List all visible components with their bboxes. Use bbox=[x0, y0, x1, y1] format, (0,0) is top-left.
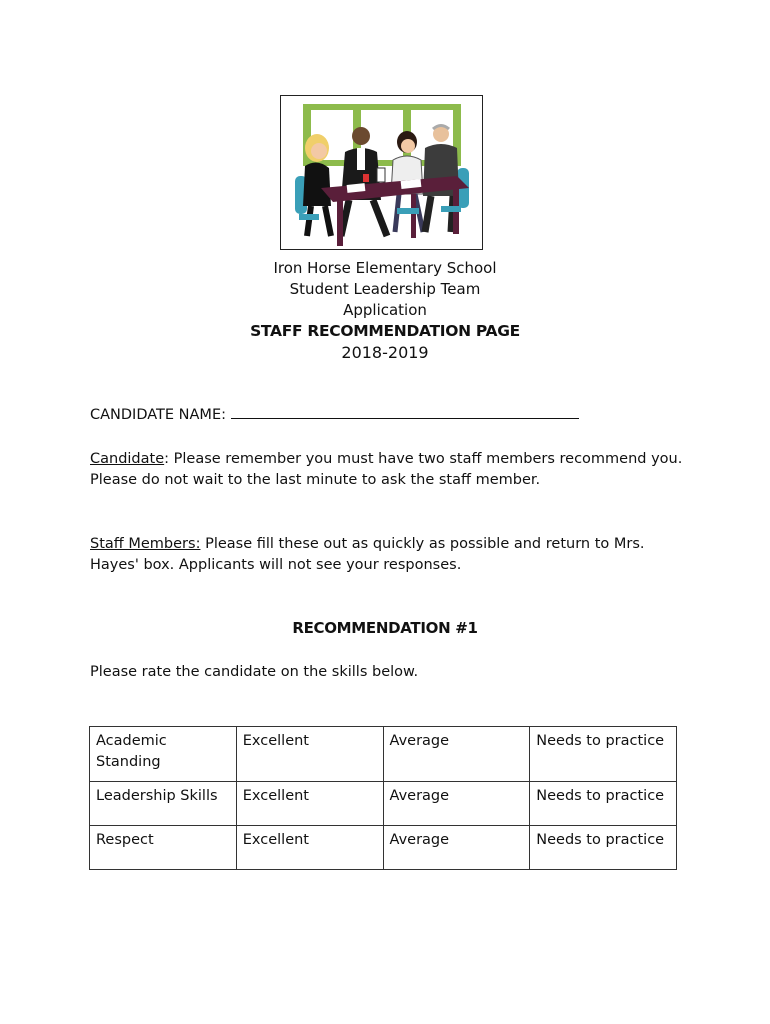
option-average[interactable]: Average bbox=[383, 727, 530, 782]
option-needs-practice[interactable]: Needs to practice bbox=[530, 782, 677, 826]
rating-instruction: Please rate the candidate on the skills below. bbox=[90, 664, 419, 680]
option-excellent[interactable]: Excellent bbox=[236, 782, 383, 826]
page-title: STAFF RECOMMENDATION PAGE bbox=[250, 322, 520, 340]
candidate-name-label: CANDIDATE NAME: bbox=[90, 407, 226, 423]
candidate-name-field[interactable] bbox=[231, 405, 579, 419]
rating-table bbox=[89, 726, 677, 870]
option-excellent[interactable]: Excellent bbox=[236, 826, 383, 870]
skill-cell: Academic Standing bbox=[90, 727, 237, 782]
meeting-people-icon bbox=[281, 96, 483, 250]
option-needs-practice[interactable]: Needs to practice bbox=[530, 826, 677, 870]
table-row bbox=[90, 782, 677, 826]
staff-note-text: Please fill these out as quickly as possible and return to Mrs. Hayes' box. Applicants will not see your responses. bbox=[90, 536, 645, 573]
table-row bbox=[90, 727, 677, 782]
application-label: Application bbox=[343, 301, 427, 319]
option-average[interactable]: Average bbox=[383, 826, 530, 870]
team-name: Student Leadership Team bbox=[289, 280, 481, 298]
recommendation-heading: RECOMMENDATION #1 bbox=[292, 619, 478, 637]
option-average[interactable]: Average bbox=[383, 782, 530, 826]
candidate-note bbox=[90, 449, 690, 491]
candidate-name-row bbox=[90, 405, 690, 426]
skill-cell: Leadership Skills bbox=[90, 782, 237, 826]
staff-note bbox=[90, 534, 690, 576]
school-year: 2018-2019 bbox=[341, 343, 429, 362]
candidate-note-label: Candidate bbox=[90, 451, 165, 467]
header bbox=[0, 258, 770, 363]
option-needs-practice[interactable]: Needs to practice bbox=[530, 727, 677, 782]
option-excellent[interactable]: Excellent bbox=[236, 727, 383, 782]
meeting-clipart bbox=[280, 95, 483, 250]
school-name: Iron Horse Elementary School bbox=[273, 259, 497, 277]
staff-note-label: Staff Members: bbox=[90, 536, 201, 552]
table-row bbox=[90, 826, 677, 870]
candidate-note-text: : Please remember you must have two staff members recommend you. Please do not wait to the last minute to ask the staff member. bbox=[90, 451, 683, 488]
skill-cell: Respect bbox=[90, 826, 237, 870]
